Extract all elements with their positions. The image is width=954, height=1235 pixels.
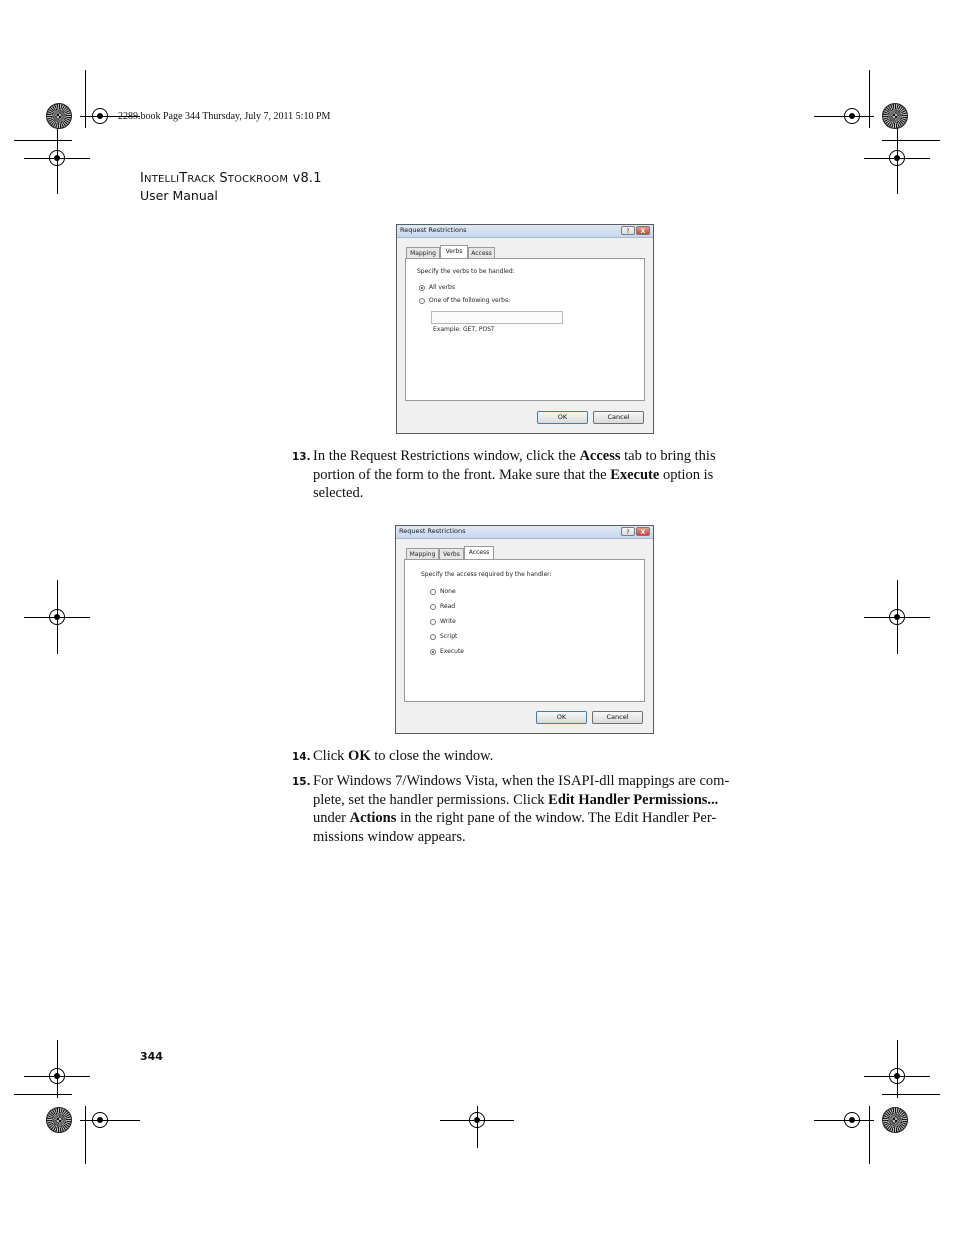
- step-text: Click OK to close the window.: [313, 748, 494, 764]
- tab-access[interactable]: Access: [468, 247, 495, 258]
- dialog-title: Request Restrictions: [399, 527, 466, 535]
- radio-write-label: Write: [440, 618, 456, 625]
- verbs-input[interactable]: [431, 311, 563, 324]
- step-text: For Windows 7/Windows Vista, when the ISAPI-dll mappings are com- plete, set the handler permissions. Click Edit Handler Permissions... under Actions in the right pane of the window. The Edit Handler Per- missions window appears.: [313, 773, 730, 845]
- title-bar: [397, 225, 653, 238]
- radio-write[interactable]: [430, 619, 436, 625]
- radio-read-label: Read: [440, 603, 456, 610]
- radio-script[interactable]: [430, 634, 436, 640]
- radio-execute[interactable]: [430, 649, 436, 655]
- radio-none[interactable]: [430, 589, 436, 595]
- radio-none-label: None: [440, 588, 456, 595]
- radio-all-verbs[interactable]: [419, 285, 425, 291]
- cancel-button[interactable]: Cancel: [593, 411, 644, 424]
- tab-access[interactable]: Access: [464, 546, 494, 559]
- radio-following-verbs-label: One of the following verbs:: [429, 297, 511, 304]
- step-number: 14.: [292, 751, 311, 763]
- page-number: 344: [140, 1050, 163, 1063]
- radio-following-verbs[interactable]: [419, 298, 425, 304]
- access-prompt: Specify the access required by the handler:: [421, 571, 552, 578]
- close-button[interactable]: X: [636, 527, 650, 536]
- close-button[interactable]: X: [636, 226, 650, 235]
- step-text: In the Request Restrictions window, click the Access tab to bring this portion of the form to the front. Make sure that the Execute option is selected.: [313, 448, 716, 501]
- radio-all-verbs-label: All verbs: [429, 284, 455, 291]
- radio-script-label: Script: [440, 633, 458, 640]
- registration-star-icon: [882, 103, 908, 129]
- verbs-example: Example: GET, POST: [433, 326, 495, 333]
- running-header-title: INTELLITRACK STOCKROOM v8.1: [140, 171, 322, 186]
- ok-button[interactable]: OK: [537, 411, 588, 424]
- tab-panel: [404, 559, 645, 702]
- title-bar: [396, 526, 653, 539]
- request-restrictions-dialog-verbs: [396, 224, 654, 434]
- tab-verbs[interactable]: Verbs: [439, 548, 464, 559]
- verbs-prompt: Specify the verbs to be handled:: [417, 268, 515, 275]
- help-button[interactable]: ?: [621, 226, 635, 235]
- running-header-subtitle: User Manual: [140, 188, 218, 203]
- print-slug: 2289.book Page 344 Thursday, July 7, 2011 5:10 PM: [118, 111, 331, 122]
- step-number: 13.: [292, 451, 311, 463]
- ok-button[interactable]: OK: [536, 711, 587, 724]
- cancel-button[interactable]: Cancel: [592, 711, 643, 724]
- radio-read[interactable]: [430, 604, 436, 610]
- registration-star-icon: [46, 103, 72, 129]
- registration-star-icon: [882, 1107, 908, 1133]
- tab-panel: [405, 258, 645, 401]
- dialog-title: Request Restrictions: [400, 226, 467, 234]
- request-restrictions-dialog-access: [395, 525, 654, 734]
- tab-verbs[interactable]: Verbs: [440, 245, 468, 258]
- radio-execute-label: Execute: [440, 648, 464, 655]
- tab-mapping[interactable]: Mapping: [406, 548, 439, 559]
- tab-mapping[interactable]: Mapping: [406, 247, 440, 258]
- registration-star-icon: [46, 1107, 72, 1133]
- help-button[interactable]: ?: [621, 527, 635, 536]
- step-number: 15.: [292, 776, 311, 788]
